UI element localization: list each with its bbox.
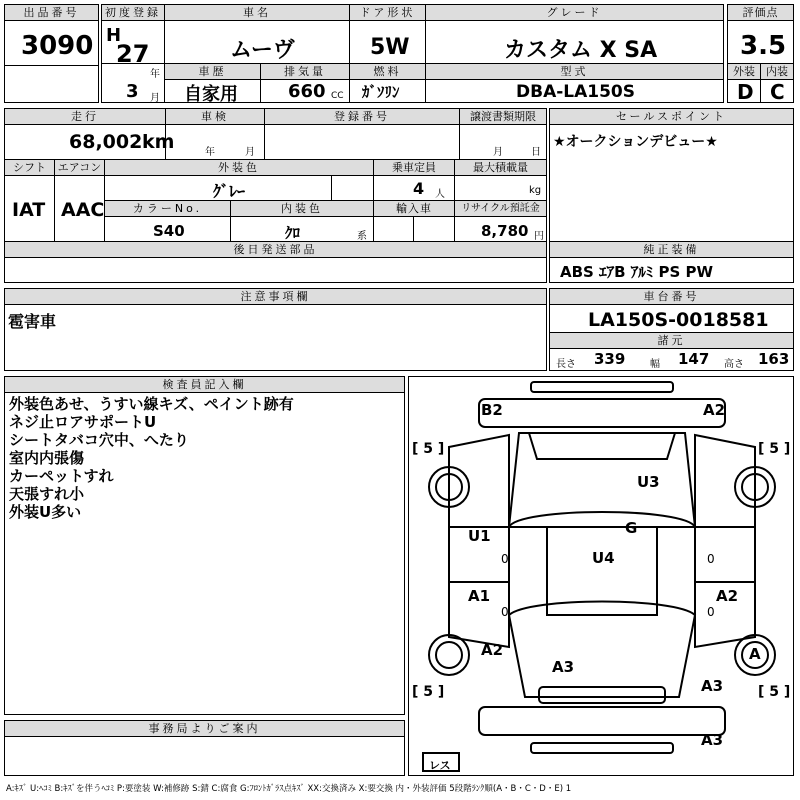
spare-tire-label: レス — [429, 759, 451, 772]
legend: A:ｷｽﾞ U:ﾍｺﾐ B:ｷｽﾞを伴うﾍｺﾐ P:要塗装 W:補修跡 S:錆 C:腐食 G:ﾌﾛﾝﾄｶﾞﾗｽ点ｷｽﾞ XX:交換済み X:要交換 内・外装評価 5段階ﾗﾝｸ順(A・B・C・D・E) 1 — [6, 784, 572, 794]
damage-label: A3 — [552, 658, 575, 676]
sales-box — [549, 108, 794, 283]
tire-depth: [ 5 ] — [758, 684, 791, 700]
damage-label: U3 — [637, 473, 660, 491]
mileage-label: 走行 — [5, 109, 165, 125]
displacement-label: 排気量 — [261, 64, 349, 80]
caution-box — [4, 288, 547, 371]
door-type: 5W — [370, 35, 410, 60]
cc-unit: CC — [331, 91, 344, 101]
office-box — [4, 720, 405, 776]
height: 163 — [758, 350, 790, 368]
caution-text: 雹害車 — [8, 312, 57, 331]
colorno-label: カラーNo. — [105, 201, 230, 217]
chassis-label: 車台番号 — [550, 289, 793, 305]
zero-mark: 0 — [501, 605, 509, 619]
interior-color: ｸﾛ — [285, 224, 301, 242]
inspector-note: 外装U多い — [9, 503, 82, 521]
reg-year: 27 — [116, 40, 150, 68]
capacity: 4 — [413, 179, 425, 198]
capacity-label: 乗車定員 — [374, 160, 454, 176]
recycle-label: リサイクル預託金 — [455, 201, 546, 217]
ac-label: エアコン — [55, 160, 104, 176]
int-score: C — [770, 80, 785, 104]
inspector-note: カーペットすれ — [9, 467, 114, 485]
month-unit: 月 — [150, 93, 160, 104]
ext-score: D — [737, 80, 754, 104]
damage-label: A2 — [703, 401, 726, 419]
tire-depth: [ 5 ] — [412, 684, 445, 700]
damage-diagram — [408, 376, 794, 776]
insp-month-unit: 月 — [245, 147, 255, 158]
lot-box — [4, 4, 99, 103]
reg-label: 初度登録 — [102, 5, 164, 21]
damage-label: B2 — [481, 401, 503, 419]
equipment-label: 純正装備 — [550, 242, 793, 258]
inspector-note: 外装色あせ、うすい線キズ、ペイント跡有 — [9, 395, 294, 413]
length: 339 — [594, 350, 626, 368]
shift: IAT — [12, 199, 46, 221]
main-spec-box — [101, 4, 724, 103]
chassis-number: LA150S-0018581 — [588, 309, 769, 331]
equipment: ABS ｴｱB ｱﾙﾐ PS PW — [560, 263, 714, 281]
displacement: 660 — [288, 81, 326, 102]
height-label: 高さ — [724, 359, 744, 370]
maxload-label: 最大積載量 — [455, 160, 546, 176]
chassis-box — [549, 288, 794, 371]
km-unit: km — [142, 131, 175, 153]
score-label: 評価点 — [728, 5, 793, 21]
import-label: 輸入車 — [374, 201, 454, 217]
fuel-label: 燃料 — [350, 64, 425, 80]
color-label: 外装色 — [105, 160, 373, 176]
detail-box — [4, 108, 547, 283]
damage-label: A2 — [716, 587, 739, 605]
inspector-note: 天張すれ小 — [9, 485, 85, 503]
model: DBA-LA150S — [516, 82, 635, 102]
tire-depth: [ 5 ] — [412, 441, 445, 457]
reg-month: 3 — [126, 81, 139, 102]
zero-mark: 0 — [707, 605, 715, 619]
car-outline — [409, 377, 793, 775]
zero-mark: 0 — [501, 552, 509, 566]
damage-label: A — [749, 645, 761, 663]
inspection-label: 車検 — [166, 109, 264, 125]
model-label: 型式 — [426, 64, 723, 80]
damage-label: U4 — [592, 549, 615, 567]
grade: カスタム X SA — [504, 38, 658, 63]
era: H — [106, 25, 122, 46]
ext-label: 外装 — [728, 64, 760, 80]
width-label: 幅 — [650, 359, 660, 370]
grade-label: グレード — [426, 5, 723, 21]
transfer-day-unit: 日 — [531, 147, 541, 158]
sales-point: ★オークションデビュー★ — [553, 134, 718, 150]
name-label: 車名 — [165, 5, 349, 21]
lot-label: 出品番号 — [5, 5, 98, 21]
history: 自家用 — [184, 84, 238, 105]
transfer-month-unit: 月 — [493, 147, 503, 158]
inspector-note: シートタバコ穴中、へたり — [9, 431, 189, 449]
inspector-label: 検査員記入欄 — [5, 377, 404, 393]
yen-unit: 円 — [534, 231, 544, 242]
interior-label: 内装色 — [231, 201, 373, 217]
car-name: ムーヴ — [230, 38, 295, 63]
lot-number: 3090 — [21, 31, 94, 61]
transfer-label: 譲渡書類期限 — [460, 109, 546, 125]
length-label: 長さ — [556, 359, 576, 370]
door-label: ドア形状 — [350, 5, 425, 21]
damage-label: A2 — [481, 641, 504, 659]
regno-label: 登録番号 — [265, 109, 459, 125]
sales-label: セールスポイント — [550, 109, 793, 125]
dims-label: 諸元 — [550, 333, 793, 349]
ac: AAC — [61, 199, 105, 221]
score: 3.5 — [740, 31, 787, 61]
inspector-note: 室内内張傷 — [9, 449, 85, 467]
int-label: 内装 — [761, 64, 793, 80]
recycle-fee: 8,780 — [481, 222, 529, 240]
person-unit: 人 — [435, 189, 445, 200]
tire-depth: [ 5 ] — [758, 441, 791, 457]
damage-label: U1 — [468, 527, 491, 545]
later-parts-label: 後日発送部品 — [5, 242, 546, 258]
kg-unit: kg — [529, 185, 542, 196]
kei-unit: 系 — [357, 231, 367, 242]
score-box — [727, 4, 794, 103]
inspector-box — [4, 376, 405, 715]
width: 147 — [678, 350, 710, 368]
damage-label: G — [625, 519, 638, 537]
color-number: S40 — [153, 222, 185, 240]
damage-label: A1 — [468, 587, 491, 605]
damage-label: A3 — [701, 677, 724, 695]
inspector-note: ネジ止ロアサポートU — [9, 413, 157, 431]
ext-color: ｸﾞﾚｰ — [213, 182, 246, 201]
damage-label: A3 — [701, 731, 724, 749]
office-label: 事務局よりご案内 — [5, 721, 404, 737]
year-unit: 年 — [150, 69, 160, 80]
shift-label: シフト — [5, 160, 54, 176]
inspector-notes — [9, 395, 294, 521]
caution-label: 注意事項欄 — [5, 289, 546, 305]
fuel: ｶﾞｿﾘﾝ — [362, 83, 400, 101]
history-label: 車歴 — [165, 64, 260, 80]
mileage: 68,002 — [69, 131, 143, 153]
insp-year-unit: 年 — [205, 147, 215, 158]
zero-mark: 0 — [707, 552, 715, 566]
